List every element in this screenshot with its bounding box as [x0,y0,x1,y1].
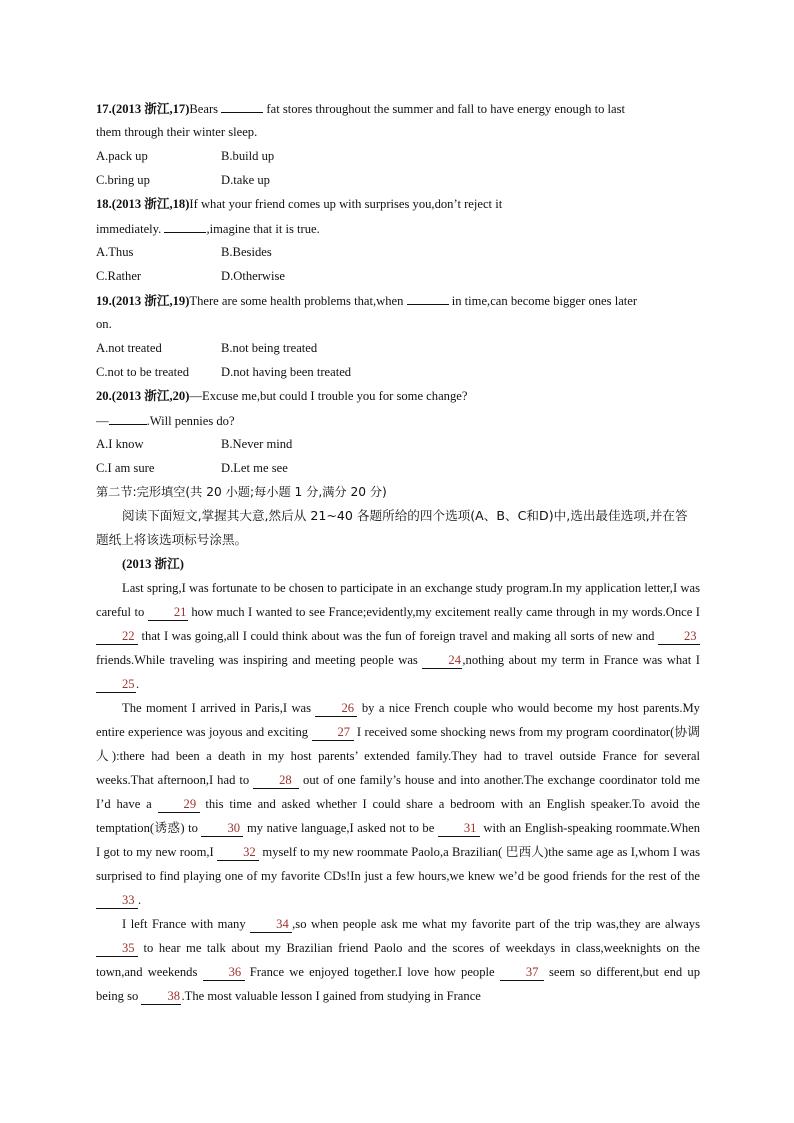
cloze-blank-23[interactable]: 23 [658,628,700,645]
question-number: 18 [96,197,109,211]
cloze-blank-33[interactable]: 33 [96,892,138,909]
cloze-blank-31[interactable]: 31 [438,820,480,837]
option-d[interactable]: D.take up [221,173,270,187]
question-19-stem-cont: on. [96,317,112,331]
question-source: (2013 浙江,18) [111,197,190,211]
question-17-options-row1 [96,144,700,168]
passage-paragraph-3: I left France with many 34 ,so when people ask me what my favorite part of the trip was,they are always 35 to hear me talk about my Brazilian friend Paolo and the scores of weekdays in class,weeknights on the town,and weekends 36 France we enjoyed together.I love how people 37 seem so different,but end up being so 38.The most valuable lesson I gained from studying in France [96,917,701,1003]
cloze-blank-32[interactable]: 32 [217,844,259,861]
cloze-blank-35[interactable]: 35 [96,940,138,957]
passage-paragraph-2: The moment I arrived in Paris,I was 26 by a nice French couple who would become my host parents.My entire experience was joyous and exciting 27 I received some shocking news from my program coordinator(协调人):there had been a death in my host parents’ extended family.They had to travel outside France for several weeks.That afternoon,I had to 28 out of one family’s house and into another.The exchange coordinator told me I’d have a 29 this time and asked whether I could share a bedroom with an English speaker.To avoid the temptation(诱惑) to 30 my native language,I asked not to be 31 with an English-speaking roommate.When I got to my new room,I 32 myself to my new roommate Paolo,a Brazilian( 巴西人)the same age as I,whom I was surprised to find playing one of my favorite CDs!In just a few hours,we knew we’d be good friends for the rest of the 33 . [96,701,701,907]
question-18-options-row1 [96,240,700,264]
option-c[interactable]: C.Rather [96,269,142,283]
option-b[interactable]: B.build up [221,149,275,163]
question-19-stem: 19.(2013 浙江,19)There are some health problems that,when in time,can become bigger ones later [96,288,700,312]
option-a[interactable]: A.I know [96,437,144,451]
section-heading: 第二节:完形填空(共 20 小题;每小题 1 分,满分 20 分) [96,485,387,499]
question-19-options-row2 [96,360,700,384]
passage-source: (2013 浙江) [122,557,184,571]
answer-blank[interactable] [221,96,263,113]
cloze-blank-21[interactable]: 21 [148,604,188,621]
option-c[interactable]: C.I am sure [96,461,155,475]
question-20-stem: 20.(2013 浙江,20)—Excuse me,but could I trouble you for some change? [96,389,468,403]
question-17-stem-cont: them through their winter sleep. [96,125,258,139]
section-instruction: 阅读下面短文,掌握其大意,然后从 21~40 各题所给的四个选项(A、B、C和D)中,选出最佳选项,并在答题纸上将该选项标号涂黑。 [96,508,688,547]
question-source: (2013 浙江,17) [111,102,190,116]
question-17-stem: 17.(2013 浙江,17)Bears fat stores throughout the summer and fall to have energy enough to last [96,96,700,120]
cloze-blank-36[interactable]: 36 [203,964,245,981]
cloze-blank-27[interactable]: 27 [312,724,354,741]
question-20-options-row2 [96,456,700,480]
option-d[interactable]: D.Otherwise [221,269,286,283]
option-b[interactable]: B.Besides [221,245,272,259]
cloze-blank-34[interactable]: 34 [250,916,292,933]
answer-blank[interactable] [164,216,206,233]
cloze-blank-26[interactable]: 26 [315,700,357,717]
question-19-options-row1 [96,336,700,360]
option-b[interactable]: B.not being treated [221,341,318,355]
cloze-blank-29[interactable]: 29 [158,796,200,813]
cloze-blank-38[interactable]: 38 [141,988,181,1005]
question-18-stem: 18.(2013 浙江,18)If what your friend comes up with surprises you,don’t reject it [96,197,503,211]
question-20-stem-cont: — .Will pennies do? [96,408,700,432]
option-c[interactable]: C.not to be treated [96,365,190,379]
passage-paragraph-1: Last spring,I was fortunate to be chosen to participate in an exchange study program.In my application letter,I was careful to 21 how much I wanted to see France;evidently,my excitement really came through in my words.Once I 22 that I was going,all I could think about was the fun of foreign travel and making all sorts of new and 23 friends.While traveling was inspiring and meeting people was 24,nothing about my term in France was what I 25. [96,581,701,691]
question-18-options-row2 [96,264,700,288]
option-d[interactable]: D.not having been treated [221,365,352,379]
cloze-blank-37[interactable]: 37 [500,964,544,981]
question-17-options-row2 [96,168,700,192]
cloze-blank-28[interactable]: 28 [253,772,299,789]
option-b[interactable]: B.Never mind [221,437,293,451]
option-c[interactable]: C.bring up [96,173,150,187]
exam-page [96,96,700,1008]
question-number: 19 [96,294,109,308]
question-number: 20 [96,389,109,403]
answer-blank[interactable] [407,288,449,305]
cloze-blank-22[interactable]: 22 [96,628,138,645]
answer-blank[interactable] [109,408,147,425]
cloze-blank-25[interactable]: 25 [96,676,136,693]
option-a[interactable]: A.pack up [96,149,148,163]
cloze-blank-30[interactable]: 30 [201,820,243,837]
question-source: (2013 浙江,20) [111,389,190,403]
option-a[interactable]: A.not treated [96,341,162,355]
option-a[interactable]: A.Thus [96,245,134,259]
question-number: 17 [96,102,109,116]
option-d[interactable]: D.Let me see [221,461,288,475]
question-20-options-row1 [96,432,700,456]
question-source: (2013 浙江,19) [111,294,190,308]
cloze-blank-24[interactable]: 24 [422,652,462,669]
question-18-stem-cont: immediately. ,imagine that it is true. [96,216,700,240]
